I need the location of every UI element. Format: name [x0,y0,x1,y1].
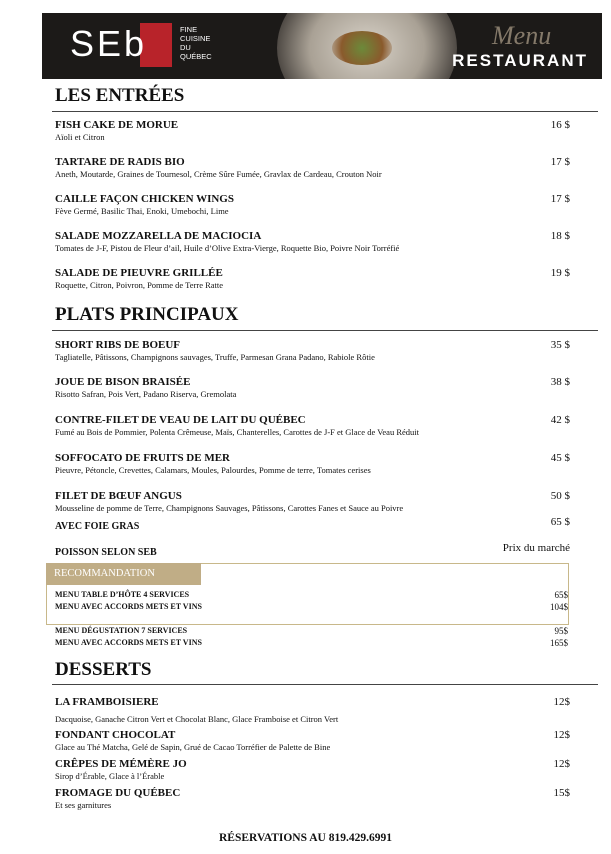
item-price: 17 $ [550,193,570,205]
menu-item-option [55,516,570,534]
set-menu-name: MENU DÉGUSTATION 7 SERVICES [55,626,188,635]
item-desc: Pieuvre, Pétoncle, Crevettes, Calamars, Moules, Palourdes, Pomme de terre, Tomates cerises [55,465,371,475]
item-price: 18 $ [550,230,570,242]
item-desc: Fumé au Bois de Pommier, Polenta Crêmeuse, Maïs, Chanterelles, Carottes de J-F et Glace de Veau Réduit [55,427,419,437]
logo-subtitle [180,25,212,61]
item-price: 38 $ [550,376,570,388]
section-divider [52,684,598,685]
set-menu-name: MENU AVEC ACCORDS METS ET VINS [55,602,202,611]
menu-item [55,758,570,782]
logo-sub-line: CUISINE [180,34,211,43]
menu-item [55,490,570,514]
item-name: JOUE DE BISON BRAISÉE [55,376,191,388]
section-title-entrees: LES ENTRÉES [55,85,185,106]
item-desc: Aïoli et Citron [55,132,105,142]
set-menu-price: 104$ [550,602,568,612]
restaurant-label: RESTAURANT [452,51,588,70]
dish-image [332,31,392,65]
section-divider [52,330,598,331]
item-name: FISH CAKE DE MORUE [55,119,179,131]
section-title-plats: PLATS PRINCIPAUX [55,304,239,325]
item-name: TARTARE DE RADIS BIO [55,156,185,168]
item-price: 15$ [553,787,570,799]
menu-item [55,193,570,217]
item-name: FONDANT CHOCOLAT [55,729,176,741]
item-name: LA FRAMBOISIERE [55,696,159,708]
item-desc: Dacquoise, Ganache Citron Vert et Chocolat Blanc, Glace Framboise et Citron Vert [55,714,339,724]
menu-item [55,452,570,476]
item-price: 17 $ [550,156,570,168]
item-price: Prix du marché [502,542,570,554]
option-price: 65 $ [550,516,570,528]
item-name: CRÊPES DE MÉMÈRE JO [55,758,187,770]
menu-item [55,156,570,180]
set-menu-line [55,590,568,599]
item-price: 12$ [553,729,570,741]
set-menu-line [55,638,568,647]
item-name: SALADE DE PIEUVRE GRILLÉE [55,267,223,279]
menu-item [55,230,570,254]
header-banner [42,13,602,79]
section-title-desserts: DESSERTS [55,659,152,680]
item-desc: Sirop d’Érable, Glace à l’Érable [55,771,165,781]
set-menu-line [55,626,568,635]
item-price: 12$ [553,696,570,708]
item-desc: Tomates de J-F, Pistou de Fleur d’ail, Huile d’Olive Extra-Vierge, Roquette Bio, Poivre Noir Torréfié [55,243,400,253]
item-name: FROMAGE DU QUÉBEC [55,787,181,799]
set-menu-name: MENU TABLE D’HÔTE 4 SERVICES [55,590,190,599]
item-desc: Mousseline de pomme de Terre, Champignons Sauvages, Pâtissons, Carottes Fanes et Sauce au Poivre [55,503,404,513]
menu-item [55,414,570,438]
set-menu-price: 95$ [554,626,568,636]
item-desc: Roquette, Citron, Poivron, Pomme de Terre Ratte [55,280,224,290]
item-price: 12$ [553,758,570,770]
item-name: POISSON SELON SEB [55,547,157,558]
recommendation-label: RECOMMANDATION [46,563,201,585]
item-name: SOFFOCATO DE FRUITS DE MER [55,452,231,464]
option-name: AVEC FOIE GRAS [55,521,140,532]
reservations-phone: RÉSERVATIONS AU 819.429.6991 [219,832,392,844]
item-price: 19 $ [550,267,570,279]
item-price: 50 $ [550,490,570,502]
item-name: SHORT RIBS DE BOEUF [55,339,181,351]
item-desc: Glace au Thé Matcha, Gelé de Sapin, Grué de Cacao Torréfier de Palette de Bine [55,742,331,752]
set-menu-line [55,602,568,611]
item-price: 45 $ [550,452,570,464]
item-name: FILET DE BŒUF ANGUS [55,490,182,502]
set-menu-price: 165$ [550,638,568,648]
set-menu-price: 65$ [554,590,568,600]
item-price: 35 $ [550,339,570,351]
item-desc: Et ses garnitures [55,800,112,810]
menu-item [55,376,570,400]
menu-item [55,696,570,725]
set-menu-name: MENU AVEC ACCORDS METS ET VINS [55,638,202,647]
logo-text: SEb [70,23,148,64]
menu-item [55,729,570,753]
menu-script: Menu [492,21,552,50]
item-price: 16 $ [550,119,570,131]
logo-sub-line: QUÉBEC [180,52,212,61]
item-desc: Aneth, Moutarde, Graines de Tournesol, Crème Sûre Fumée, Gravlax de Cardeau, Crouton Noir [55,169,382,179]
menu-item [55,339,570,363]
section-divider [52,111,598,112]
item-price: 42 $ [550,414,570,426]
menu-item [55,787,570,811]
item-name: CAILLE FAÇON CHICKEN WINGS [55,193,234,205]
item-name: CONTRE-FILET DE VEAU DE LAIT DU QUÉBEC [55,414,306,426]
menu-item [55,267,570,291]
item-name: SALADE MOZZARELLA DE MACIOCIA [55,230,262,242]
menu-item [55,542,570,560]
item-desc: Fève Germé, Basilic Thai, Enoki, Umebochi, Lime [55,206,229,216]
logo-sub-line: FINE [180,25,198,34]
item-desc: Tagliatelle, Pâtissons, Champignons sauvages, Truffe, Parmesan Grana Padano, Rabiole Rôtie [55,352,375,362]
item-desc: Risotto Safran, Pois Vert, Padano Riserva, Gremolata [55,389,237,399]
menu-item [55,119,570,143]
logo-sub-line: DU [180,43,191,52]
